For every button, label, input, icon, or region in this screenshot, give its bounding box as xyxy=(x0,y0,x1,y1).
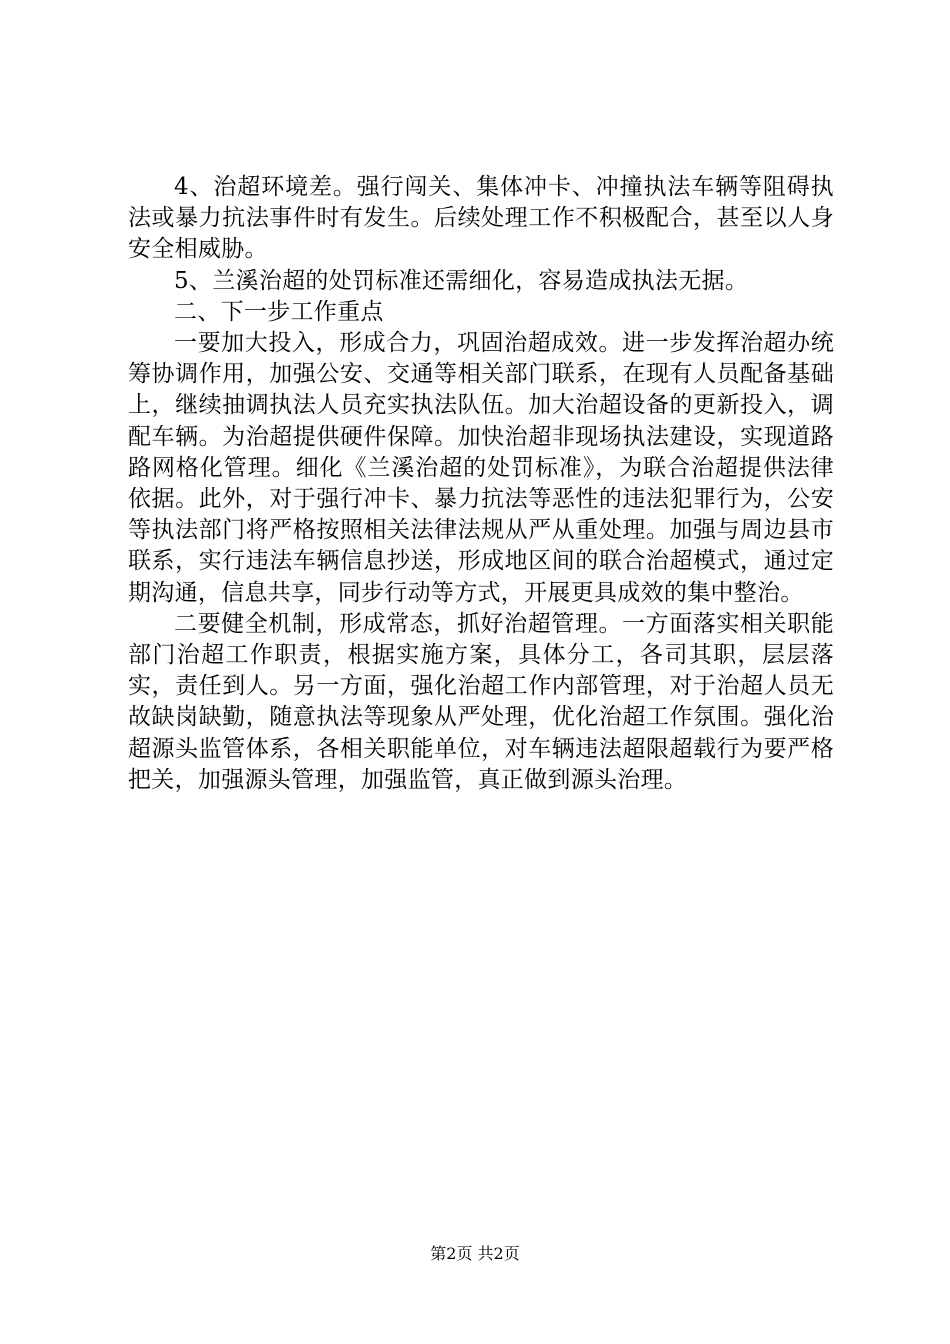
page-footer xyxy=(0,1244,950,1264)
paragraph-step-2: 二要健全机制，形成常态，抓好治超管理。一方面落实相关职能部门治超工作职责，根据实施方案，具体分工，各司其职，层层落实，责任到人。另一方面，强化治超工作内部管理，对于治超人员无故缺岗缺勤，随意执法等现象从严处理，优化治超工作氛围。强化治超源头监管体系，各相关职能单位，对车辆违法超限超载行为要严格把关，加强源头管理，加强监管，真正做到源头治理。 xyxy=(128,610,834,793)
paragraph-issue-5: 5、兰溪治超的处罚标准还需细化，容易造成执法无据。 xyxy=(174,267,749,294)
paragraph-issue-4: 4、治超环境差。强行闯关、集体冲卡、冲撞执法车辆等阻碍执法或暴力抗法事件时有发生。后续处理工作不积极配合，甚至以人身安全相威胁。 xyxy=(128,174,834,263)
page-number: 第2页 共2页 xyxy=(430,1244,520,1263)
paragraph-step-1: 一要加大投入，形成合力，巩固治超成效。进一步发挥治超办统筹协调作用，加强公安、交通等相关部门联系，在现有人员配备基础上，继续抽调执法人员充实执法队伍。加大治超设备的更新投入，调配车辆。为治超提供硬件保障。加快治超非现场执法建设，实现道路路网格化管理。细化《兰溪治超的处罚标准》，为联合治超提供法律依据。此外，对于强行冲卡、暴力抗法等恶性的违法犯罪行为，公安等执法部门将严格按照相关法律法规从严从重处理。加强与周边县市联系，实行违法车辆信息抄送，形成地区间的联合治超模式，通过定期沟通，信息共享，同步行动等方式，开展更具成效的集中整治。 xyxy=(128,330,834,606)
document-body xyxy=(128,172,834,796)
section-heading-next-steps: 二、下一步工作重点 xyxy=(174,298,384,325)
